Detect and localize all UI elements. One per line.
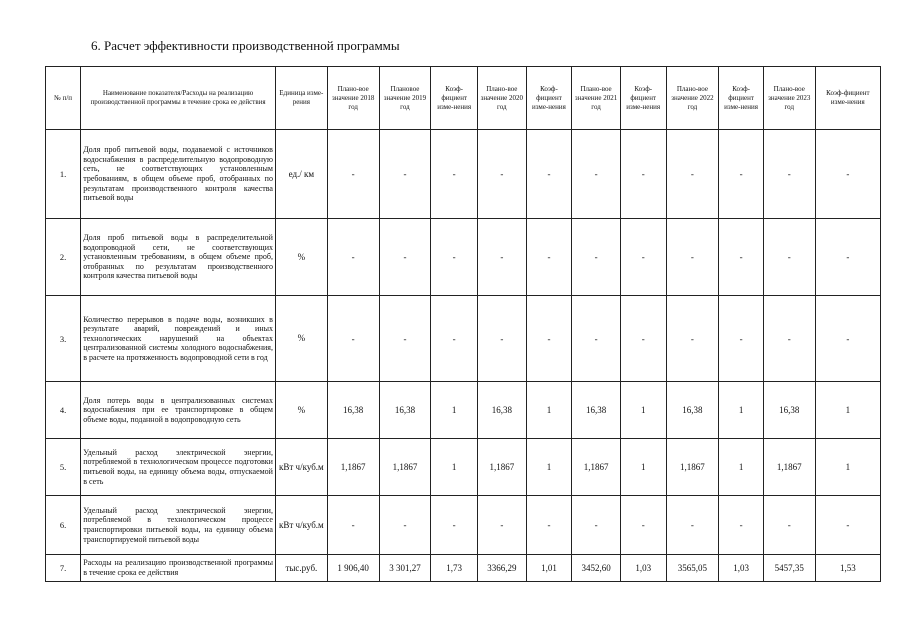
header-num: № п/п xyxy=(46,67,81,130)
value-cell: - xyxy=(477,130,526,219)
value-cell: 1 xyxy=(431,382,478,439)
value-cell: - xyxy=(815,130,880,219)
value-cell: 1 xyxy=(719,439,764,496)
header-2022: Плано-вое значение 2022 год xyxy=(666,67,719,130)
value-cell: 16,38 xyxy=(572,382,621,439)
value-cell: - xyxy=(477,496,526,555)
value-cell: 1 xyxy=(526,382,572,439)
unit-cell: тыс.руб. xyxy=(275,555,327,582)
value-cell: - xyxy=(719,219,764,296)
value-cell: - xyxy=(666,296,719,382)
table-row xyxy=(46,296,881,382)
header-coef-2023: Коэф-фициент изме-нения xyxy=(815,67,880,130)
table-row xyxy=(46,130,881,219)
value-cell: - xyxy=(763,130,815,219)
value-cell: - xyxy=(379,130,431,219)
value-cell: 1 xyxy=(815,439,880,496)
value-cell: 1 xyxy=(431,439,478,496)
header-2019: Плановое значение 2019 год xyxy=(379,67,431,130)
unit-cell: % xyxy=(275,219,327,296)
section-title: 6. Расчет эффективности производственной программы xyxy=(91,38,400,53)
row-number: 1. xyxy=(46,130,81,219)
value-cell: - xyxy=(431,130,478,219)
value-cell: 16,38 xyxy=(327,382,379,439)
value-cell: - xyxy=(327,496,379,555)
indicator-name: Доля проб питьевой воды, подаваемой с источников водоснабжения в распределительную водопроводную сеть, не соответствующих установленным требованиям, в общем объеме проб, отобранных по результатам производственного контроля качества питьевой воды xyxy=(81,130,276,219)
value-cell: 1 906,40 xyxy=(327,555,379,582)
indicator-name: Количество перерывов в подаче воды, возникших в результате аварий, повреждений и иных технологических нарушений на объектах централизованной системы холодного водоснабжения, в расчете на протяженность водопроводной сети в год xyxy=(81,296,276,382)
unit-cell: % xyxy=(275,382,327,439)
value-cell: 3 301,27 xyxy=(379,555,431,582)
header-2020: Плано-вое значение 2020 год xyxy=(477,67,526,130)
value-cell: 1,03 xyxy=(719,555,764,582)
efficiency-table xyxy=(45,66,881,582)
value-cell: 1,73 xyxy=(431,555,478,582)
table-row xyxy=(46,555,881,582)
indicator-name: Доля проб питьевой воды в распределительной водопроводной сети, не соответствующих установленным требованиям, в общем объеме проб, отобранных по результатам производственного контроля качества питьевой воды xyxy=(81,219,276,296)
header-name: Наименование показателя/Расходы на реализацию производственной программы в течение срока ее действия xyxy=(81,67,276,130)
row-number: 2. xyxy=(46,219,81,296)
value-cell: - xyxy=(719,130,764,219)
value-cell: 1,1867 xyxy=(763,439,815,496)
value-cell: 1,1867 xyxy=(477,439,526,496)
row-number: 3. xyxy=(46,296,81,382)
value-cell: - xyxy=(477,219,526,296)
value-cell: - xyxy=(379,219,431,296)
value-cell: - xyxy=(526,496,572,555)
value-cell: - xyxy=(815,496,880,555)
value-cell: 3452,60 xyxy=(572,555,621,582)
value-cell: 1 xyxy=(719,382,764,439)
header-2018: Плано-вое значение 2018 год xyxy=(327,67,379,130)
value-cell: - xyxy=(572,130,621,219)
value-cell: - xyxy=(572,496,621,555)
value-cell: - xyxy=(719,496,764,555)
value-cell: 1 xyxy=(620,439,666,496)
value-cell: - xyxy=(815,296,880,382)
value-cell: - xyxy=(815,219,880,296)
value-cell: 1 xyxy=(815,382,880,439)
value-cell: 1 xyxy=(526,439,572,496)
table-row xyxy=(46,219,881,296)
unit-cell: кВт ч/куб.м xyxy=(275,496,327,555)
value-cell: - xyxy=(431,496,478,555)
header-2023: Плано-вое значение 2023 год xyxy=(763,67,815,130)
value-cell: 3366,29 xyxy=(477,555,526,582)
value-cell: - xyxy=(763,296,815,382)
value-cell: 3565,05 xyxy=(666,555,719,582)
value-cell: 1,1867 xyxy=(572,439,621,496)
header-coef-2022: Коэф-фициент изме-нения xyxy=(719,67,764,130)
indicator-name: Удельный расход электрической энергии, потребляемой в технологическом процессе подготовки питьевой воды, на единицу объема воды, отпускаемой в сеть xyxy=(81,439,276,496)
table-row xyxy=(46,439,881,496)
header-coef-2021: Коэф-фициент изме-нения xyxy=(620,67,666,130)
value-cell: 16,38 xyxy=(763,382,815,439)
value-cell: - xyxy=(620,496,666,555)
value-cell: - xyxy=(620,130,666,219)
value-cell: 1,53 xyxy=(815,555,880,582)
value-cell: - xyxy=(431,296,478,382)
value-cell: - xyxy=(526,130,572,219)
unit-cell: ед./ км xyxy=(275,130,327,219)
value-cell: 16,38 xyxy=(379,382,431,439)
unit-cell: % xyxy=(275,296,327,382)
value-cell: - xyxy=(666,496,719,555)
value-cell: - xyxy=(327,130,379,219)
header-coef-2019: Коэф-фициент изме-нения xyxy=(431,67,478,130)
row-number: 7. xyxy=(46,555,81,582)
value-cell: 16,38 xyxy=(477,382,526,439)
value-cell: 16,38 xyxy=(666,382,719,439)
unit-cell: кВт ч/куб.м xyxy=(275,439,327,496)
indicator-name: Удельный расход электрической энергии, потребляемой в технологическом процессе транспортировки питьевой воды, на единицу объема транспортируемой питьевой воды xyxy=(81,496,276,555)
value-cell: - xyxy=(620,296,666,382)
value-cell: - xyxy=(763,496,815,555)
table-row xyxy=(46,382,881,439)
row-number: 6. xyxy=(46,496,81,555)
value-cell: - xyxy=(666,219,719,296)
value-cell: 1 xyxy=(620,382,666,439)
value-cell: 1,01 xyxy=(526,555,572,582)
header-coef-2020: Коэф-фициент изме-нения xyxy=(526,67,572,130)
value-cell: 1,03 xyxy=(620,555,666,582)
value-cell: - xyxy=(327,296,379,382)
value-cell: - xyxy=(379,296,431,382)
value-cell: - xyxy=(572,219,621,296)
value-cell: - xyxy=(526,296,572,382)
row-number: 5. xyxy=(46,439,81,496)
value-cell: - xyxy=(572,296,621,382)
value-cell: 5457,35 xyxy=(763,555,815,582)
value-cell: - xyxy=(763,219,815,296)
value-cell: - xyxy=(379,496,431,555)
indicator-name: Доля потерь воды в централизованных системах водоснабжения при ее транспортировке в общем объеме воды, поданной в водопроводную сеть xyxy=(81,382,276,439)
value-cell: - xyxy=(620,219,666,296)
value-cell: 1,1867 xyxy=(379,439,431,496)
header-row xyxy=(46,67,881,130)
value-cell: 1,1867 xyxy=(666,439,719,496)
value-cell: - xyxy=(327,219,379,296)
value-cell: - xyxy=(666,130,719,219)
row-number: 4. xyxy=(46,382,81,439)
indicator-name: Расходы на реализацию производственной программы в течение срока ее действия xyxy=(81,555,276,582)
value-cell: - xyxy=(431,219,478,296)
table-row xyxy=(46,496,881,555)
value-cell: 1,1867 xyxy=(327,439,379,496)
header-2021: Плано-вое значение 2021 год xyxy=(572,67,621,130)
value-cell: - xyxy=(477,296,526,382)
value-cell: - xyxy=(526,219,572,296)
value-cell: - xyxy=(719,296,764,382)
header-unit: Единица изме-рения xyxy=(275,67,327,130)
